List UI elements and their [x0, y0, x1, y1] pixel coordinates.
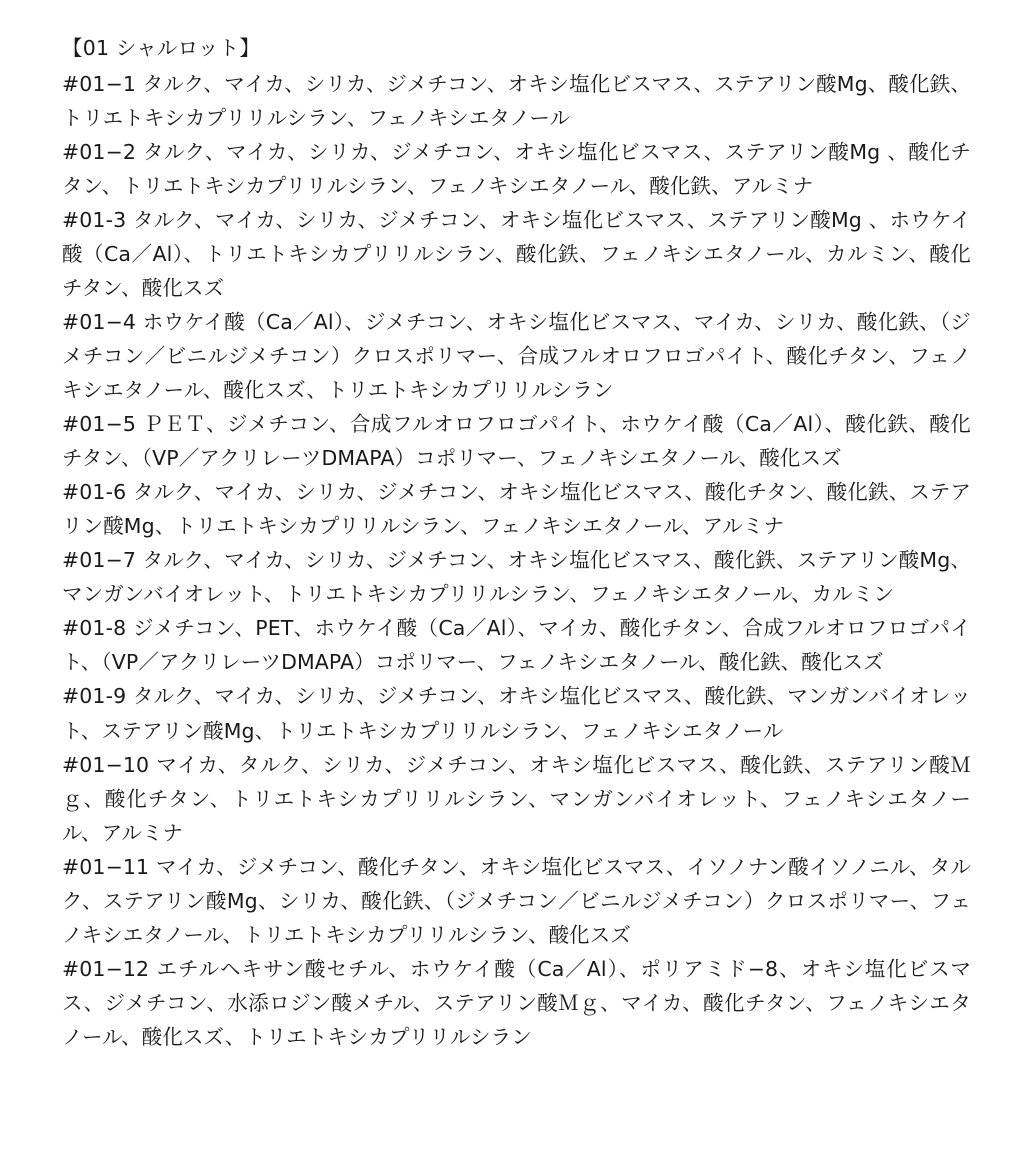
ingredient-entry: #01−1 タルク、マイカ、シリカ、ジメチコン、オキシ塩化ビスマス、ステアリン酸Mg、酸化鉄、トリエトキシカプリリルシラン、フェノキシエタノール: [62, 72, 971, 131]
ingredient-entry: #01−7 タルク、マイカ、シリカ、ジメチコン、オキシ塩化ビスマス、酸化鉄、ステアリン酸Mg、マンガンバイオレット、トリエトキシカプリリルシラン、フェノキシエタノール、カルミン: [62, 548, 971, 607]
page-title: 【01 シャルロット】: [62, 36, 261, 60]
ingredient-entry: #01-3 タルク、マイカ、シリカ、ジメチコン、オキシ塩化ビスマス、ステアリン酸Mg 、ホウケイ酸（Ca／Al）、トリエトキシカプリリルシラン、酸化鉄、フェノキシエタノール、カルミン、酸化チタン、酸化スズ: [62, 208, 971, 301]
ingredient-entry: #01-6 タルク、マイカ、シリカ、ジメチコン、オキシ塩化ビスマス、酸化チタン、酸化鉄、ステアリン酸Mg、トリエトキシカプリリルシラン、フェノキシエタノール、アルミナ: [62, 480, 971, 539]
ingredient-entry: #01−11 マイカ、ジメチコン、酸化チタン、オキシ塩化ビスマス、イソノナン酸イソノニル、タルク、ステアリン酸Mg、シリカ、酸化鉄、（ジメチコン／ビニルジメチコン）クロスポリマー、フェノキシエタノール、トリエトキシカプリリルシラン、酸化スズ: [62, 854, 971, 947]
ingredient-entry: #01-8 ジメチコン、PET、ホウケイ酸（Ca／Al）、マイカ、酸化チタン、合成フルオロフロゴパイト、（VP／アクリレーツDMAPA）コポリマー、フェノキシエタノール、酸化鉄、酸化スズ: [62, 616, 971, 675]
ingredient-entry: #01-9 タルク、マイカ、シリカ、ジメチコン、オキシ塩化ビスマス、酸化鉄、マンガンバイオレット、ステアリン酸Mg、トリエトキシカプリリルシラン、フェノキシエタノール: [62, 684, 971, 743]
ingredient-entry: #01−10 マイカ、タルク、シリカ、ジメチコン、オキシ塩化ビスマス、酸化鉄、ステアリン酸Ｍｇ、酸化チタン、トリエトキシカプリリルシラン、マンガンバイオレット、フェノキシエタノール、アルミナ: [62, 752, 971, 845]
ingredient-entry: #01−12 エチルヘキサン酸セチル、ホウケイ酸（Ca／Al）、ポリアミド−8、オキシ塩化ビスマス、ジメチコン、水添ロジン酸メチル、ステアリン酸Ｍｇ、マイカ、酸化チタン、フェノキシエタノール、酸化スズ、トリエトキシカプリリルシラン: [62, 956, 971, 1049]
ingredient-entry: #01−2 タルク、マイカ、シリカ、ジメチコン、オキシ塩化ビスマス、ステアリン酸Mg 、酸化チタン、トリエトキシカプリリルシラン、フェノキシエタノール、酸化鉄、アルミナ: [62, 140, 971, 199]
ingredient-entry: #01−4 ホウケイ酸（Ca／Al）、ジメチコン、オキシ塩化ビスマス、マイカ、シリカ、酸化鉄、（ジメチコン／ビニルジメチコン）クロスポリマー、合成フルオロフロゴパイト、酸化チタン、フェノキシエタノール、酸化スズ、トリエトキシカプリリルシラン: [62, 310, 971, 403]
ingredient-entry: #01−5 ＰＥＴ、ジメチコン、合成フルオロフロゴパイト、ホウケイ酸（Ca／Al）、酸化鉄、酸化チタン、（VP／アクリレーツDMAPA）コポリマー、フェノキシエタノール、酸化スズ: [62, 412, 971, 471]
